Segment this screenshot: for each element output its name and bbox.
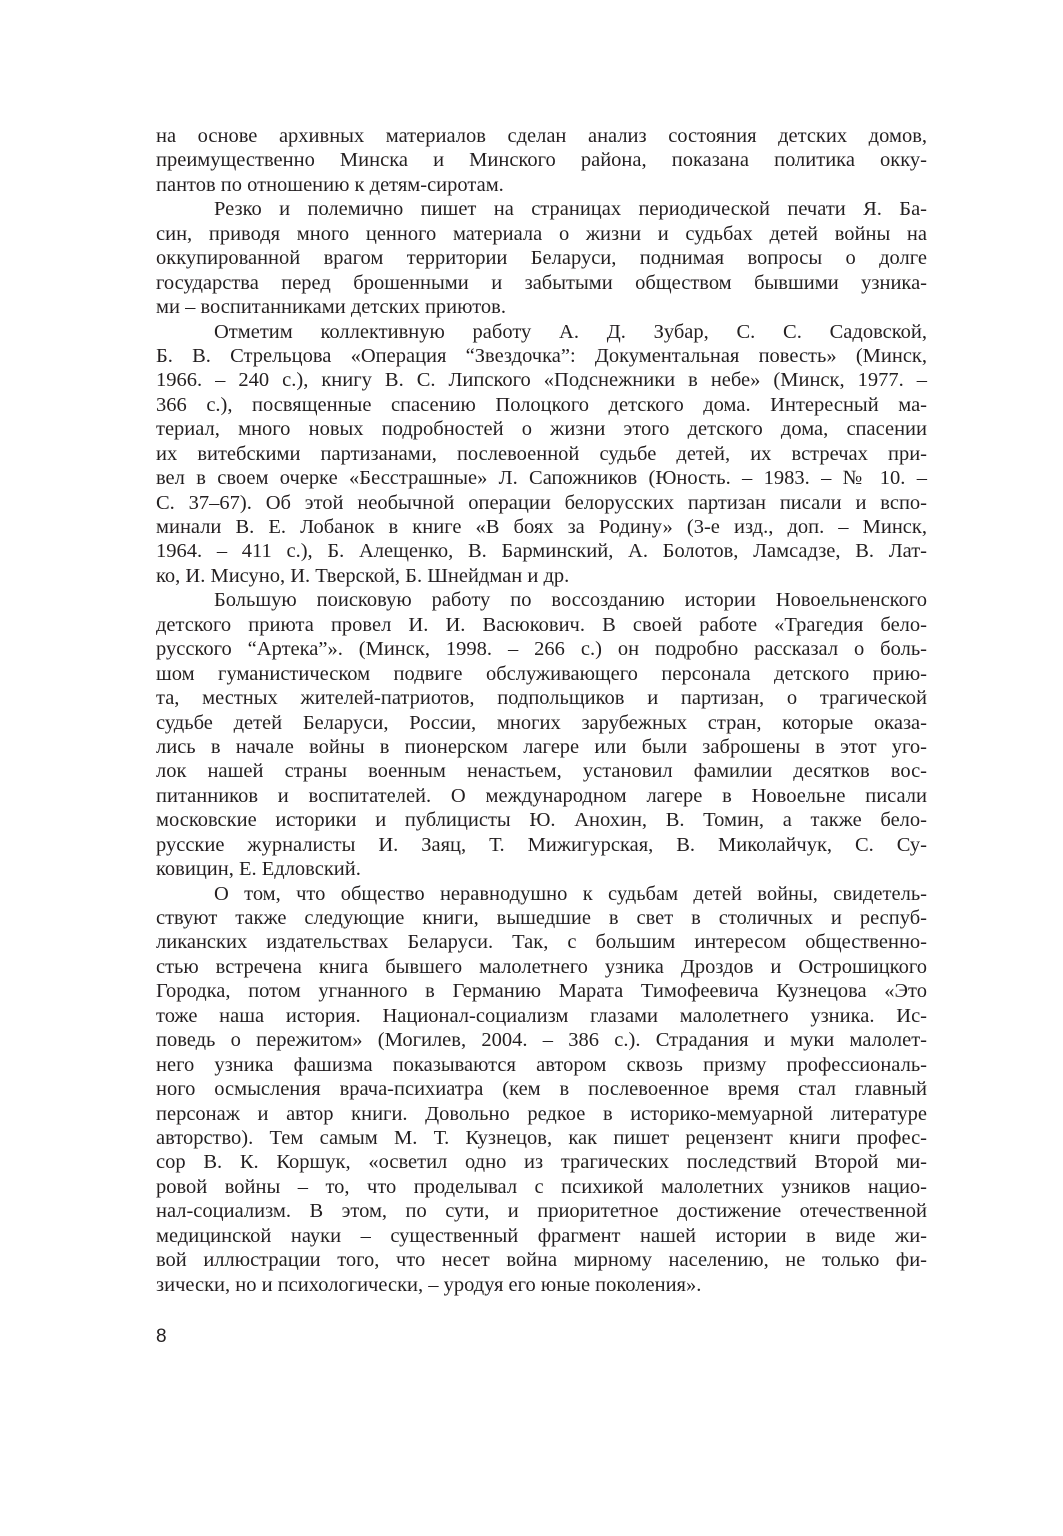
text-line: питанников и воспитателей. О международном лагере в Новоельне писали <box>156 784 927 807</box>
text-line: Большую поисковую работу по воссозданию истории Новоельненского <box>214 589 927 612</box>
paragraph <box>156 197 927 319</box>
text-line: ко, И. Мисуно, И. Тверской, Б. Шнейдман и др. <box>156 564 570 587</box>
text-line: вой иллюстрации того, что несет война мирному населению, не только фи- <box>156 1249 927 1272</box>
text-line: сор В. К. Коршук, «осветил одно из трагических последствий Второй ми- <box>156 1151 927 1174</box>
text-line: на основе архивных материалов сделан анализ состояния детских домов, <box>156 125 927 147</box>
text-line: детского приюта провел И. И. Васюкович. В своей работе «Трагедия бело- <box>156 613 927 636</box>
text-line: С. 37–67). Об этой необычной операции белорусских партизан писали и вспо- <box>156 491 927 514</box>
text-line: него узника фашизма показываются автором сквозь призму профессиональ- <box>156 1053 927 1076</box>
text-line: лись в начале войны в пионерском лагере или были заброшены в этот уго- <box>156 735 927 758</box>
text-line: ровой войны – то, что проделывал с психикой малолетних узников нацио- <box>156 1175 927 1198</box>
text-line: тоже наша история. Национал-социализм глазами малолетнего узника. Ис- <box>156 1004 927 1027</box>
text-line: ковицин, Е. Едловский. <box>156 858 361 881</box>
text-line: ликанских издательствах Беларуси. Так, с большим интересом общественно- <box>156 931 927 954</box>
text-line: 1966. – 240 с.), книгу В. С. Липского «Подснежники в небе» (Минск, 1977. – <box>156 369 927 392</box>
text-line: Городка, потом угнанного в Германию Марата Тимофеевича Кузнецова «Это <box>156 980 927 1003</box>
paragraph <box>156 882 927 1297</box>
text-line: авторство). Тем самым М. Т. Кузнецов, как пишет рецензент книги профес- <box>156 1126 927 1149</box>
text-line: русского “Артека”». (Минск, 1998. – 266 с.) он подробно рассказал о боль- <box>156 638 927 661</box>
text-line: Резко и полемично пишет на страницах периодической печати Я. Ба- <box>214 198 927 221</box>
text-line: русские журналисты И. Заяц, Т. Мижигурская, В. Миколайчук, С. Су- <box>156 833 927 856</box>
text-line: судьбе детей Беларуси, России, многих зарубежных стран, которые оказа- <box>156 711 927 734</box>
body-text <box>156 124 927 1297</box>
page-number: 8 <box>156 1326 167 1347</box>
text-line: оккупированной врагом территории Беларуси, поднимая вопросы о долге <box>156 247 927 270</box>
paragraph <box>156 124 927 197</box>
text-line: их витебскими партизанами, послевоенной судьбе детей, их встречах при- <box>156 442 927 465</box>
text-line: медицинской науки – существенный фрагмент нашей истории в виде жи- <box>156 1224 927 1247</box>
text-line: ми – воспитанниками детских приютов. <box>156 296 506 319</box>
text-line: персонаж и автор книги. Довольно редкое в историко-мемуарной литературе <box>156 1102 927 1125</box>
text-line: стью встречена книга бывшего малолетнего узника Дроздов и Острошицкого <box>156 955 927 978</box>
text-line: московские историки и публицисты Ю. Анохин, В. Томин, а также бело- <box>156 809 927 832</box>
paragraph <box>156 320 927 589</box>
text-line: минали В. Е. Лобанок в книге «В боях за Родину» (3-е изд., доп. – Минск, <box>156 516 927 538</box>
text-line: нал-социализм. В этом, по сути, и приоритетное достижение отечественной <box>156 1200 927 1223</box>
text-line: пантов по отношению к детям-сиротам. <box>156 173 504 196</box>
text-line: Отметим коллективную работу А. Д. Зубар, С. С. Садовской, <box>214 320 927 343</box>
text-line: шом гуманистическом подвиге обслуживающего персонала детского прию- <box>156 662 927 685</box>
text-line: О том, что общество неравнодушно к судьбам детей войны, свидетель- <box>214 882 927 905</box>
text-line: териал, много новых подробностей о жизни этого детского дома, спасении <box>156 418 927 441</box>
text-line: син, приводя много ценного материала о жизни и судьбах детей войны на <box>156 222 927 245</box>
text-line: зически, но и психологически, – уродуя его юные поколения». <box>156 1273 702 1296</box>
text-line: вел в своем очерке «Бесстрашные» Л. Сапожников (Юность. – 1983. – № 10. – <box>156 467 927 490</box>
text-line: Б. В. Стрельцова «Операция “Звездочка”: Документальная повесть» (Минск, <box>156 344 927 367</box>
paragraph <box>156 588 927 881</box>
text-line: та, местных жителей-патриотов, подпольщиков и партизан, о трагической <box>156 687 927 710</box>
text-line: ствуют также следующие книги, вышедшие в свет в столичных и респуб- <box>156 907 927 929</box>
text-line: 366 с.), посвященные спасению Полоцкого детского дома. Интересный ма- <box>156 393 927 416</box>
text-line: лок нашей страны военным ненастьем, установил фамилии десятков вос- <box>156 760 927 783</box>
text-line: государства перед брошенными и забытыми обществом бывшими узника- <box>156 271 927 294</box>
text-line: ного осмысления врача-психиатра (кем в послевоенное время стал главный <box>156 1078 927 1101</box>
text-line: 1964. – 411 с.), Б. Алещенко, В. Барминский, А. Болотов, Ламсадзе, В. Лат- <box>156 540 927 563</box>
text-line: преимущественно Минска и Минского района, показана политика окку- <box>156 149 927 172</box>
text-line: поведь о пережитом» (Могилев, 2004. – 386 с.). Страдания и муки малолет- <box>156 1029 927 1052</box>
